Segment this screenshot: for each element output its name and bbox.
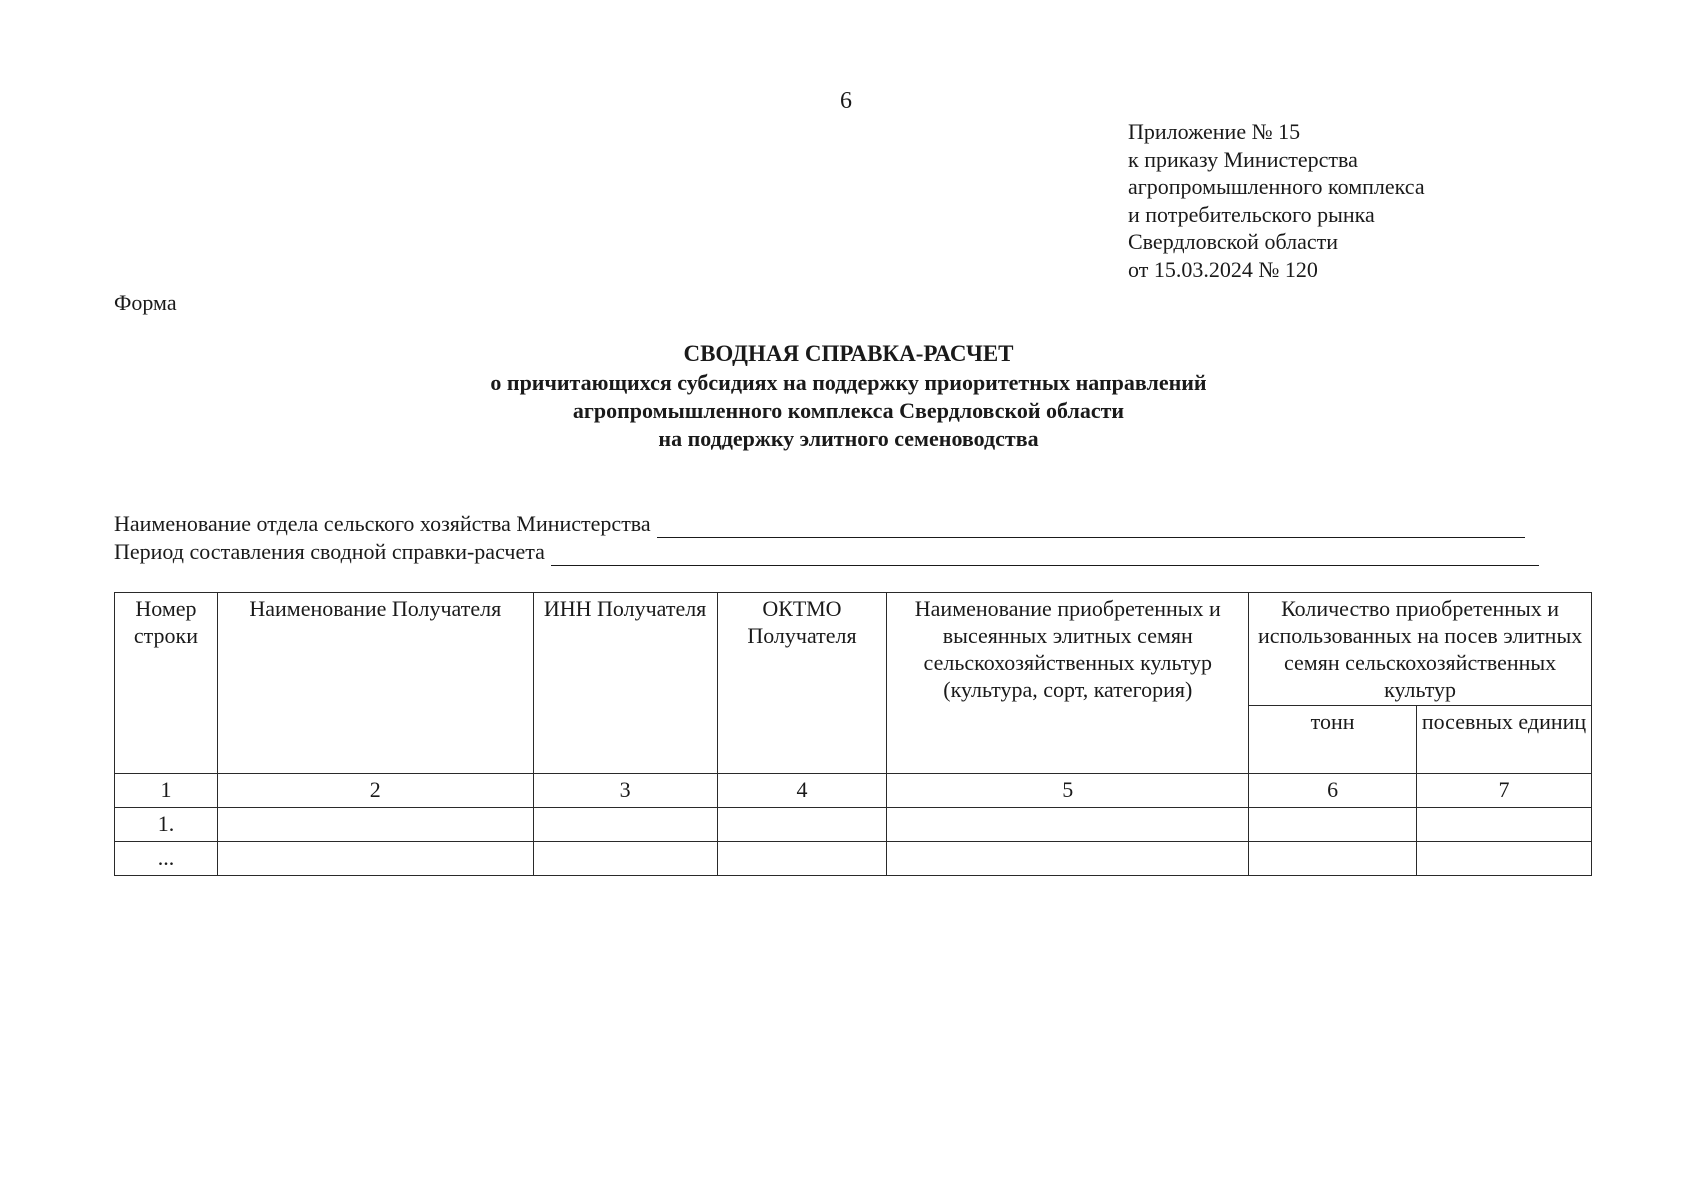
department-field[interactable] xyxy=(114,510,1539,538)
appendix-line: к приказу Министерства xyxy=(1128,146,1358,172)
column-number-row xyxy=(115,774,1592,808)
appendix-block xyxy=(1128,118,1425,283)
column-number: 5 xyxy=(887,774,1249,808)
table-row xyxy=(115,842,1592,876)
header-row xyxy=(115,593,1592,706)
period-label: Период составления сводной справки-расчета xyxy=(114,539,545,564)
header-inn: ИНН Получателя xyxy=(533,593,717,774)
column-number: 4 xyxy=(717,774,887,808)
column-number: 1 xyxy=(115,774,218,808)
department-label: Наименование отдела сельского хозяйства Министерства xyxy=(114,511,651,536)
table-cell[interactable] xyxy=(887,808,1249,842)
column-number: 6 xyxy=(1249,774,1417,808)
title-line: о причитающихся субсидиях на поддержку приоритетных направлений xyxy=(490,370,1207,395)
header-tons: тонн xyxy=(1249,706,1417,774)
table-row xyxy=(115,808,1592,842)
appendix-line: и потребительского рынка xyxy=(1128,201,1375,227)
header-oktmo: ОКТМО Получателя xyxy=(717,593,887,774)
form-label: Форма xyxy=(114,290,177,315)
title-line: агропромышленного комплекса Свердловской области xyxy=(572,398,1125,423)
appendix-line: Свердловской области xyxy=(1128,229,1338,254)
appendix-line: Приложение № 15 xyxy=(1128,119,1301,144)
column-number: 7 xyxy=(1417,774,1592,808)
header-recipient-name: Наименование Получателя xyxy=(217,593,533,774)
row-number: ... xyxy=(115,842,218,876)
table-cell[interactable] xyxy=(217,842,533,876)
table-cell[interactable] xyxy=(887,842,1249,876)
table-cell[interactable] xyxy=(1249,842,1417,876)
table-cell[interactable] xyxy=(1417,808,1592,842)
header-seed-units: посевных единиц xyxy=(1417,706,1592,774)
column-number: 2 xyxy=(217,774,533,808)
table-cell[interactable] xyxy=(717,842,887,876)
appendix-line: от 15.03.2024 № 120 xyxy=(1128,256,1318,282)
table-cell[interactable] xyxy=(533,808,717,842)
title-main: СВОДНАЯ СПРАВКА-РАСЧЕТ xyxy=(683,341,1014,366)
table-cell[interactable] xyxy=(1417,842,1592,876)
table-cell[interactable] xyxy=(217,808,533,842)
subsidy-table xyxy=(114,592,1592,876)
row-number: 1. xyxy=(115,808,218,842)
header-quantity-group: Количество приобретенных и использованных на посев элитных семян сельскохозяйственных культур xyxy=(1249,593,1592,706)
appendix-line: агропромышленного комплекса xyxy=(1128,174,1425,199)
form-fields xyxy=(114,510,1539,566)
title-line: на поддержку элитного семеноводства xyxy=(658,426,1039,451)
header-seeds-name: Наименование приобретенных и высеянных элитных семян сельскохозяйственных культур (культура, сорт, категория) xyxy=(887,593,1249,774)
header-row-number: Номер строки xyxy=(115,593,218,774)
department-blank-line[interactable] xyxy=(657,517,1525,538)
table-cell[interactable] xyxy=(533,842,717,876)
document-title xyxy=(0,340,1697,453)
table-cell[interactable] xyxy=(1249,808,1417,842)
column-number: 3 xyxy=(533,774,717,808)
period-field[interactable] xyxy=(114,538,1539,566)
table-cell[interactable] xyxy=(717,808,887,842)
period-blank-line[interactable] xyxy=(551,545,1539,566)
